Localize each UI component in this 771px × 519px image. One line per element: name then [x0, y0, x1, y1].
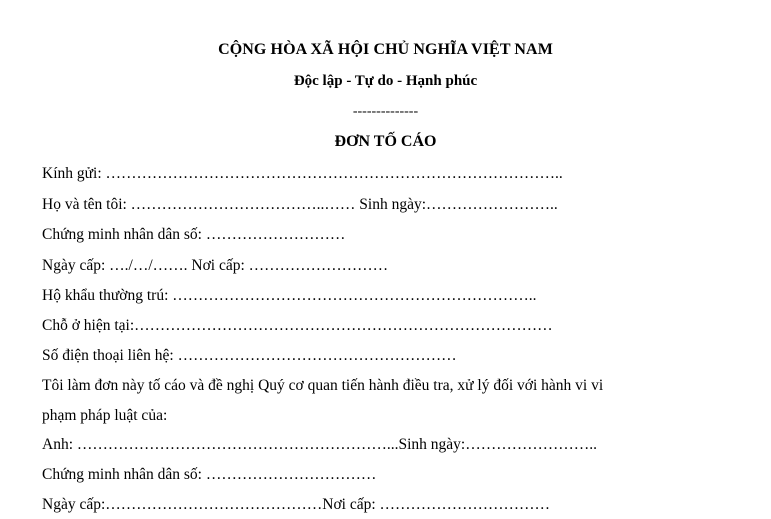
- permanent-residence-line: Hộ khẩu thường trú: ……………………………………………………………..: [42, 287, 537, 304]
- accused-name-line: Anh: ……………………………………………………...Sinh ngày:……………………..: [42, 436, 597, 453]
- document-title: ĐƠN TỐ CÁO: [334, 133, 437, 150]
- issue-date-line: Ngày cấp: …./…/……. Nơi cấp: ………………………: [42, 257, 389, 274]
- recipient-line: Kính gửi: ……………………………………………………………………………..: [42, 165, 563, 182]
- phone-line: Số điện thoại liên hệ: ………………………………………………: [42, 347, 457, 364]
- national-header: CỘNG HÒA XÃ HỘI CHỦ NGHĨA VIỆT NAM: [218, 41, 553, 58]
- statement-line-1: Tôi làm đơn này tố cáo và đề nghị Quý cơ quan tiến hành điều tra, xử lý đối với hành vi vi: [42, 377, 604, 394]
- accused-issue-line: Ngày cấp:……………………………………Nơi cấp: ……………………………: [42, 496, 551, 513]
- statement-line-2: phạm pháp luật của:: [42, 407, 168, 424]
- accused-id-line: Chứng minh nhân dân số: ……………………………: [42, 466, 377, 483]
- motto: Độc lập - Tự do - Hạnh phúc: [293, 73, 478, 89]
- current-address-line: Chỗ ở hiện tại:………………………………………………………………………: [42, 317, 553, 334]
- full-name-line: Họ và tên tôi: ………………………………..…… Sinh ngày:……………………..: [42, 196, 558, 213]
- header-separator: --------------: [352, 104, 419, 119]
- id-number-line: Chứng minh nhân dân số: ………………………: [42, 226, 346, 243]
